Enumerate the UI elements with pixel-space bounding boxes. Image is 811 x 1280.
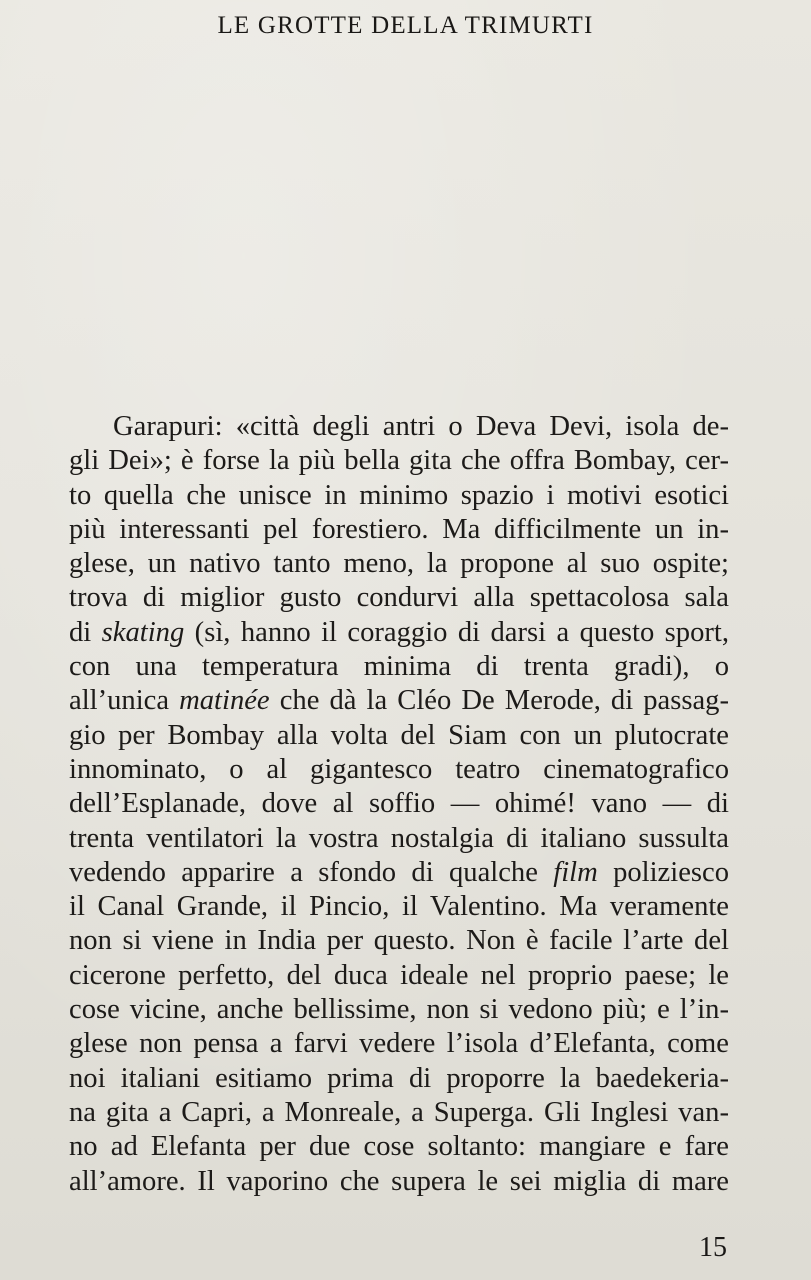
text-run: all’amore. Il vaporino che supera le sei miglia di mare [69,1165,729,1197]
text-line [69,822,729,856]
text-line [69,547,729,581]
text-run: glese non pensa a farvi vedere l’isola d’Elefanta, come [69,1028,729,1060]
text-line [69,993,729,1027]
text-line [69,924,729,958]
text-line [69,581,729,615]
running-head: LE GROTTE DELLA TRIMURTI [217,12,594,39]
text-line [69,753,729,787]
text-run: innominato, o al gigantesco teatro cinematografico [69,753,729,785]
text-run: na gita a Capri, a Monreale, a Superga. Gli Inglesi van- [69,1096,729,1128]
italic-word: matinée [179,685,270,717]
body-paragraph [69,410,729,1199]
text-line [69,890,729,924]
text-run: dell’Esplanade, dove al soffio — ohimé! vano — di [69,788,729,820]
text-run: poliziesco [597,856,729,888]
text-line [69,650,729,684]
text-run: che dà la Cléo De Merode, di passag- [269,685,729,717]
text-run: glese, un nativo tanto meno, la propone al suo ospite; [69,548,729,580]
text-run: trova di miglior gusto condurvi alla spettacolosa sala [69,582,729,614]
text-line [69,410,729,444]
text-run: trenta ventilatori la vostra nostalgia di italiano sussulta [69,822,729,854]
italic-word: skating [101,616,185,648]
text-line [69,1062,729,1096]
text-line [69,856,729,890]
text-line [69,684,729,718]
text-line [69,479,729,513]
text-run: cose vicine, anche bellissime, non si vedono più; e l’in- [69,994,729,1026]
text-run: to quella che unisce in minimo spazio i motivi esotici [69,479,729,511]
text-line [69,513,729,547]
text-line [69,1165,729,1199]
italic-word: film [553,856,598,888]
text-line [69,1130,729,1164]
text-run: Garapuri: «città degli antri o Deva Devi, isola de- [113,411,729,442]
text-line [69,444,729,478]
text-run: (sì, hanno il coraggio di darsi a questo sport, [184,616,729,648]
text-line [69,719,729,753]
text-run: non si viene in India per questo. Non è facile l’arte del [69,925,729,957]
text-run: gio per Bombay alla volta del Siam con un plutocrate [69,719,729,751]
text-run: gli Dei»; è forse la più bella gita che offra Bombay, cer- [69,445,729,477]
text-run: all’unica [69,685,180,717]
text-line [69,959,729,993]
text-run: no ad Elefanta per due cose soltanto: mangiare e fare [69,1131,729,1163]
text-run: noi italiani esitiamo prima di proporre la baedekeria- [69,1062,729,1094]
text-run: cicerone perfetto, del duca ideale nel proprio paese; le [69,959,729,991]
text-run: il Canal Grande, il Pincio, il Valentino. Ma veramente [69,891,729,923]
text-line [69,616,729,650]
text-line [69,787,729,821]
text-run: con una temperatura minima di trenta gradi), o [69,651,729,683]
page-number: 15 [699,1232,727,1263]
text-line [69,1027,729,1061]
text-run: di [69,616,102,648]
text-run: vedendo apparire a sfondo di qualche [69,856,554,888]
text-run: più interessanti pel forestiero. Ma difficilmente un in- [69,513,729,545]
text-line [69,1096,729,1130]
